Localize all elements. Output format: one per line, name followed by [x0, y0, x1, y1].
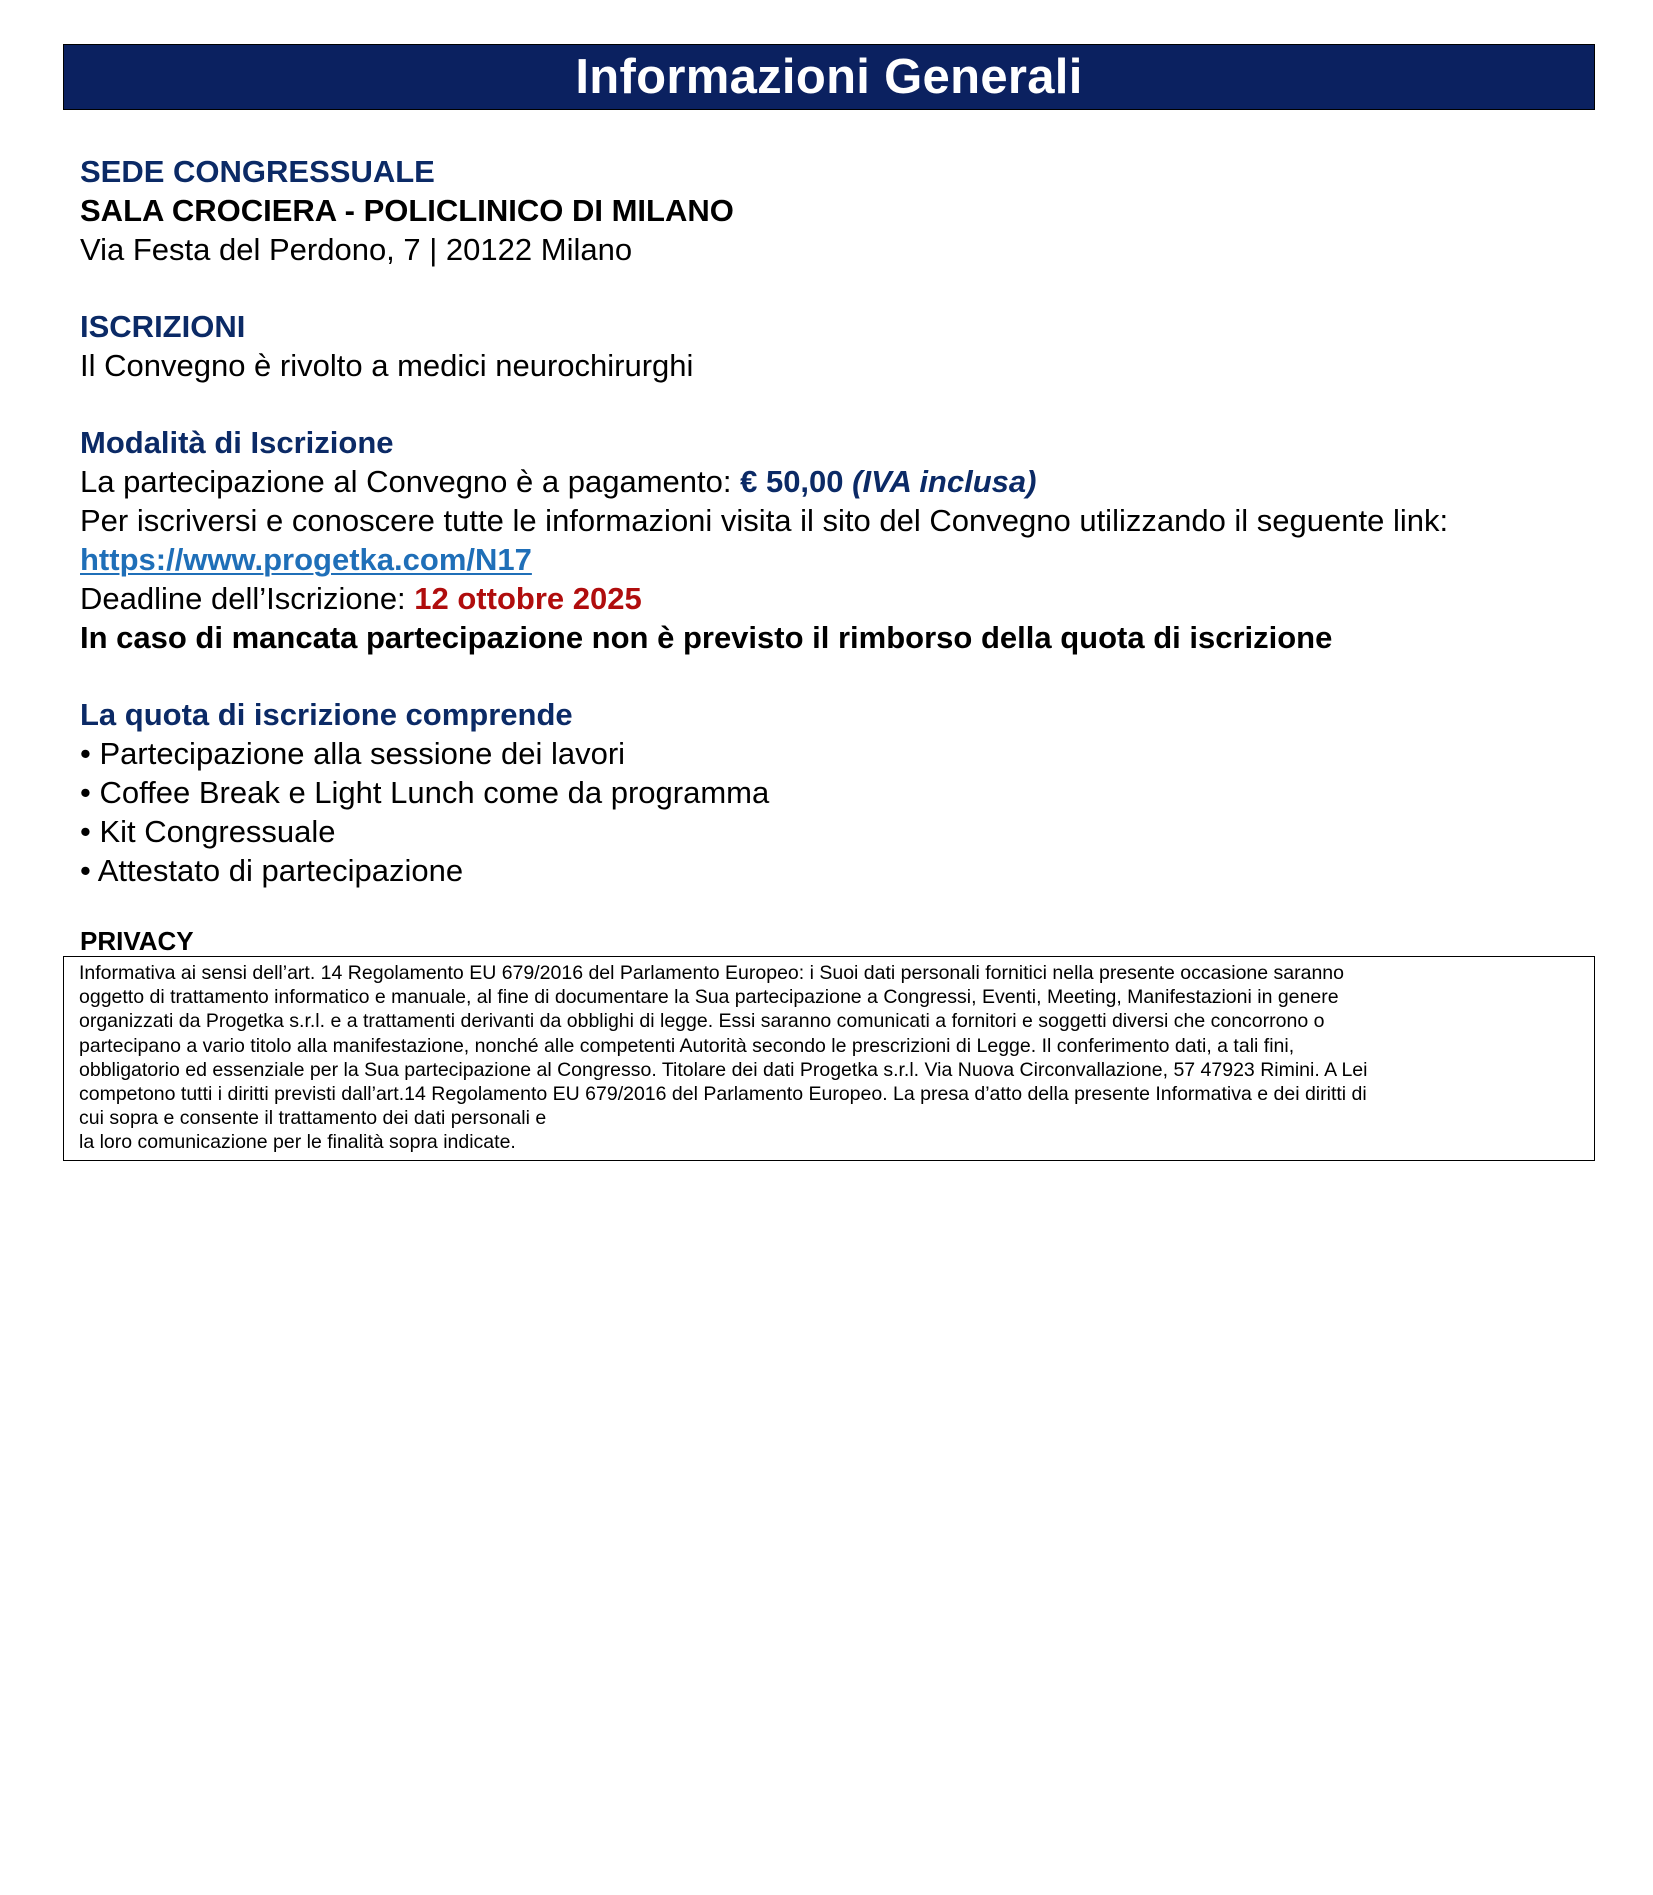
refund-note: In caso di mancata partecipazione non è previsto il rimborso della quota di iscrizione — [80, 620, 1333, 655]
info-text: Per iscriversi e conoscere tutte le informazioni visita il sito del Convegno utilizzando il seguente link: — [80, 503, 1449, 538]
venue-name: SALA CROCIERA - POLICLINICO DI MILANO — [80, 193, 734, 228]
privacy-line: cui sopra e consente il trattamento dei dati personali e — [79, 1107, 547, 1130]
privacy-box — [63, 956, 1595, 1161]
privacy-line: competono tutti i diritti previsti dall’art.14 Regolamento EU 679/2016 del Parlamento Europeo. La presa d’atto della presente Informativa e dei diritti di — [79, 1083, 1367, 1106]
privacy-line: partecipano a vario titolo alla manifestazione, nonché alle competenti Autorità secondo le prescrizioni di Legge. Il conferimento dati, a tali fini, — [79, 1034, 1295, 1057]
venue-address: Via Festa del Perdono, 7 | 20122 Milano — [80, 232, 633, 267]
privacy-line: organizzati da Progetka s.r.l. e a trattamenti derivanti da obblighi di legge. Essi saranno comunicati a fornitori e soggetti diversi che concorrono o — [79, 1010, 1325, 1033]
content — [63, 152, 1595, 890]
quota-item: • Partecipazione alla sessione dei lavori — [80, 736, 626, 771]
modalita-title: Modalità di Iscrizione — [80, 425, 394, 460]
iscrizioni-text: Il Convegno è rivolto a medici neurochirurghi — [80, 348, 694, 383]
payment-line — [80, 462, 1595, 501]
price: € 50,00 — [740, 464, 844, 499]
quota-item: • Kit Congressuale — [80, 814, 336, 849]
iscrizioni-title: ISCRIZIONI — [80, 309, 246, 344]
registration-link[interactable]: https://www.progetka.com/N17 — [80, 542, 532, 577]
deadline-line — [80, 579, 1595, 618]
privacy-line: oggetto di trattamento informatico e manuale, al fine di documentare la Sua partecipazione a Congressi, Eventi, Meeting, Manifestazioni in genere — [79, 986, 1339, 1009]
deadline-label: Deadline dell’Iscrizione: — [80, 581, 415, 616]
privacy-line: Informativa ai sensi dell’art. 14 Regolamento EU 679/2016 del Parlamento Europeo: i Suoi dati personali fornitici nella presente occasione saranno — [79, 962, 1344, 984]
privacy-title: PRIVACY — [80, 926, 194, 956]
quota-item: • Coffee Break e Light Lunch come da programma — [80, 775, 770, 810]
quota-item: • Attestato di partecipazione — [80, 853, 464, 888]
privacy-line: obbligatorio ed essenziale per la Sua partecipazione al Congresso. Titolare dei dati Progetka s.r.l. Via Nuova Circonvallazione, 57 47923 Rimini. A Lei — [79, 1058, 1368, 1081]
vat-note: (IVA inclusa) — [852, 464, 1037, 499]
page-title: Informazioni Generali — [575, 49, 1083, 104]
deadline-date: 12 ottobre 2025 — [414, 581, 642, 616]
sede-title: SEDE CONGRESSUALE — [80, 154, 435, 189]
quota-title: La quota di iscrizione comprende — [80, 697, 573, 732]
privacy-line: la loro comunicazione per le finalità sopra indicate. — [79, 1131, 516, 1154]
header-bar — [63, 44, 1595, 110]
info-page — [63, 44, 1595, 1161]
payment-prefix: La partecipazione al Convegno è a pagamento: — [80, 464, 741, 499]
